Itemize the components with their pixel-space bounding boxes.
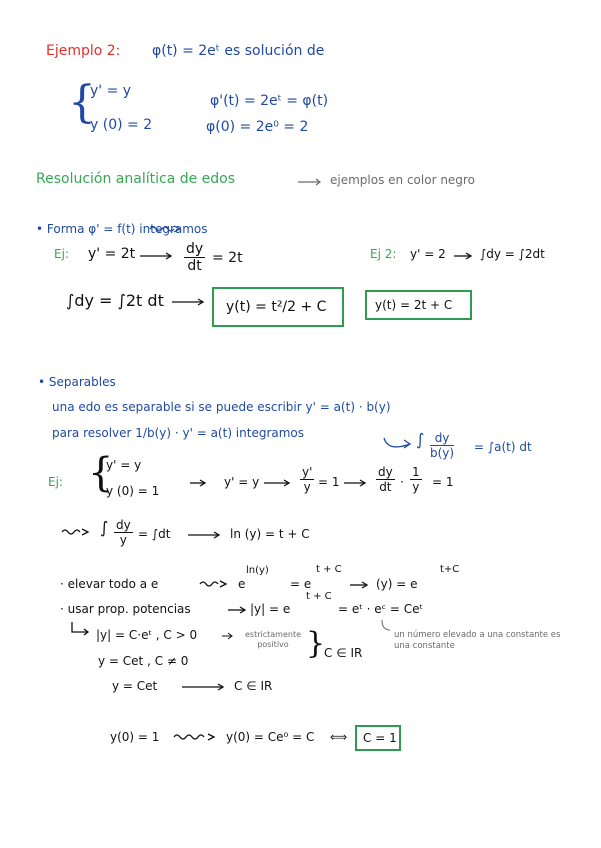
result-box-2 — [365, 290, 472, 320]
sep-fraction-3-den: y — [412, 480, 420, 494]
integral-sign-icon: ∫ — [416, 430, 425, 449]
ex2-eq: y' = 2 — [410, 247, 446, 261]
y-cet: y = Cet , C ≠ 0 — [98, 654, 189, 668]
sep-fraction-2-den: dt — [379, 480, 392, 494]
usar-exp: t + C — [306, 591, 332, 602]
sep-step1: y' = y — [224, 475, 260, 489]
c-real: C ∈ IR — [324, 646, 363, 660]
separables-title: • Separables — [38, 375, 116, 389]
strict-note: estrictamente positivo — [244, 630, 302, 649]
elevar-e: e — [238, 577, 246, 591]
elevar-exp: t + C — [316, 564, 342, 575]
sep-fraction-1-den: y — [303, 480, 311, 494]
sep-fraction-1 — [300, 466, 314, 493]
sep-system-brace-icon: { — [88, 450, 114, 496]
sep-fraction-3-num: 1 — [412, 465, 420, 479]
sep-fraction-2 — [376, 466, 395, 493]
separables-def: una edo es separable si se puede escribir y' = a(t) · b(y) — [52, 400, 391, 414]
ex1-fraction — [184, 242, 205, 273]
squiggle-arrow-icon — [174, 733, 220, 741]
elevar-res-exp: t+C — [440, 564, 460, 575]
check-eq-2: φ(0) = 2e⁰ = 2 — [206, 119, 309, 135]
step-usar: · usar prop. potencias — [60, 602, 191, 616]
form-title: • Forma φ' = f(t) integramos — [36, 222, 208, 236]
ic-line: y(0) = 1 — [110, 730, 160, 744]
sep-system-2: y (0) = 1 — [106, 484, 160, 498]
hook-arrow-icon — [70, 622, 92, 640]
arrow-icon — [172, 298, 206, 306]
arrow-icon — [182, 683, 226, 691]
ex1-fraction-num: dy — [186, 241, 204, 257]
analytic-title: Resolución analítica de edos — [36, 171, 236, 187]
separable-fraction — [430, 432, 454, 459]
elevar-eq: = e — [290, 577, 312, 591]
step-elevar: · elevar todo a e — [60, 577, 159, 591]
sep-eq2: = 1 — [432, 475, 454, 489]
ln-fraction-num: dy — [116, 518, 131, 532]
arrow-icon — [298, 178, 324, 186]
analytic-note: ejemplos en color negro — [330, 173, 475, 187]
arrow-icon — [350, 581, 370, 589]
right-brace-icon: } — [306, 626, 326, 661]
ex1-eq: y' = 2t — [88, 246, 136, 262]
result-2: y(t) = 2t + C — [375, 298, 453, 312]
curved-arrow-icon — [382, 436, 416, 452]
separable-fraction-num: dy — [430, 432, 454, 446]
system-brace-icon: { — [68, 77, 96, 128]
elevar-res: (y) = e — [376, 577, 418, 591]
ex1-rhs: = 2t — [212, 250, 243, 266]
ic-result: C = 1 — [363, 731, 397, 745]
usar-rest: = eᵗ · eᶜ = Ceᵗ — [338, 602, 424, 616]
y-cet2: y = Cet — [112, 679, 158, 693]
arrow-icon — [454, 252, 474, 260]
ln-fraction — [114, 519, 133, 546]
ex2-integral: ∫dy = ∫2dt — [480, 247, 545, 261]
sep-system-1: y' = y — [106, 458, 142, 472]
squiggle-arrow-icon — [150, 225, 184, 233]
arrow-icon — [190, 479, 208, 487]
c-real2: C ∈ IR — [234, 679, 273, 693]
integral-sign-icon: ∫ — [100, 518, 109, 537]
integral-line: ∫dy = ∫2t dt — [66, 291, 164, 310]
ln-result: ln (y) = t + C — [230, 527, 310, 541]
squiggle-arrow-icon — [200, 580, 230, 588]
ic-impl: ⟺ — [330, 730, 348, 744]
sep-eq1: = 1 — [318, 475, 340, 489]
int-rhs: = ∫dt — [138, 527, 171, 541]
result-box-1 — [212, 287, 344, 327]
arrow-icon — [222, 632, 234, 640]
example-heading: Ejemplo 2: — [46, 43, 121, 59]
result-1: y(t) = t²/2 + C — [226, 299, 327, 315]
arrow-icon — [140, 252, 174, 260]
sep-fraction-1-num: y' — [302, 465, 313, 479]
elevar-ln: ln(y) — [246, 565, 269, 576]
ic-mid: y(0) = Ce⁰ = C — [226, 730, 315, 744]
separables-resolve: para resolver 1/b(y) · y' = a(t) integramos — [52, 426, 305, 440]
ex1-label: Ej: — [54, 247, 69, 261]
ex2-label: Ej 2: — [370, 247, 397, 261]
system-eq-1: y' = y — [90, 83, 132, 99]
squiggle-arrow-icon — [62, 528, 92, 536]
arrow-icon — [228, 606, 248, 614]
sep-fraction-2-num: dy — [378, 465, 393, 479]
sep-ej-label: Ej: — [48, 475, 63, 489]
usar-res: |y| = e — [250, 602, 291, 616]
ic-result-box — [355, 725, 401, 751]
dot-icon: · — [400, 475, 404, 489]
hook-arrow-icon — [380, 620, 392, 634]
ex1-fraction-den: dt — [187, 258, 202, 274]
arrow-icon — [344, 479, 368, 487]
separable-fraction-den: b(y) — [430, 446, 455, 460]
abs-line: |y| = C·eᵗ , C > 0 — [96, 628, 198, 642]
number-note: un número elevado a una constante es una constante — [394, 630, 561, 652]
system-eq-2: y (0) = 2 — [90, 117, 153, 133]
arrow-icon — [264, 479, 292, 487]
ln-fraction-den: y — [119, 533, 127, 547]
sep-fraction-3 — [410, 466, 422, 493]
separable-rhs: = ∫a(t) dt — [474, 440, 532, 454]
arrow-icon — [188, 531, 222, 539]
check-eq-1: φ'(t) = 2eᵗ = φ(t) — [210, 93, 329, 109]
example-claim: φ(t) = 2eᵗ es solución de — [152, 43, 325, 59]
